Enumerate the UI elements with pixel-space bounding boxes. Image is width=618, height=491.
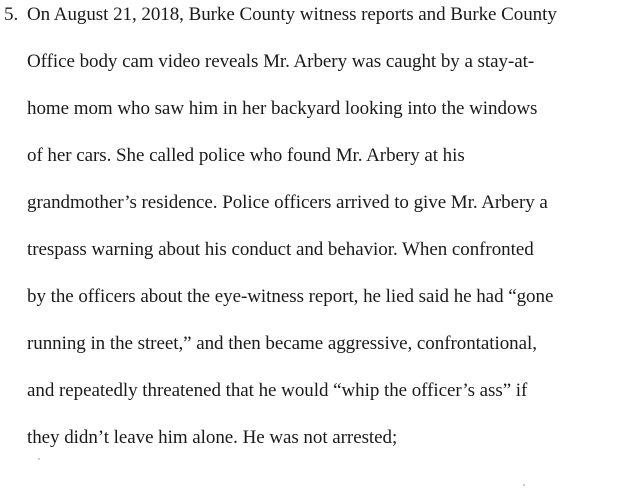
paragraph-line: by the officers about the eye-witness report, he lied said he had “gone: [27, 286, 554, 307]
paragraph: [27, 5, 617, 475]
scan-speck: [523, 484, 525, 486]
paragraph-line: Office body cam video reveals Mr. Arbery was caught by a stay-at-: [27, 51, 535, 72]
paragraph-line: they didn’t leave him alone. He was not arrested;: [27, 427, 398, 448]
paragraph-line: grandmother’s residence. Police officers arrived to give Mr. Arbery a: [27, 192, 548, 213]
paragraph-line: On August 21, 2018, Burke County witness reports and Burke County: [27, 4, 557, 25]
paragraph-line: and repeatedly threatened that he would “whip the officer’s ass” if: [27, 380, 528, 401]
list-item-number: 5.: [4, 4, 19, 25]
paragraph-line: home mom who saw him in her backyard looking into the windows: [27, 98, 538, 119]
paragraph-line: running in the street,” and then became aggressive, confrontational,: [27, 333, 537, 354]
paragraph-line: trespass warning about his conduct and behavior. When confronted: [27, 239, 534, 260]
scan-speck: [38, 458, 40, 460]
paragraph-line: of her cars. She called police who found Mr. Arbery at his: [27, 145, 465, 166]
